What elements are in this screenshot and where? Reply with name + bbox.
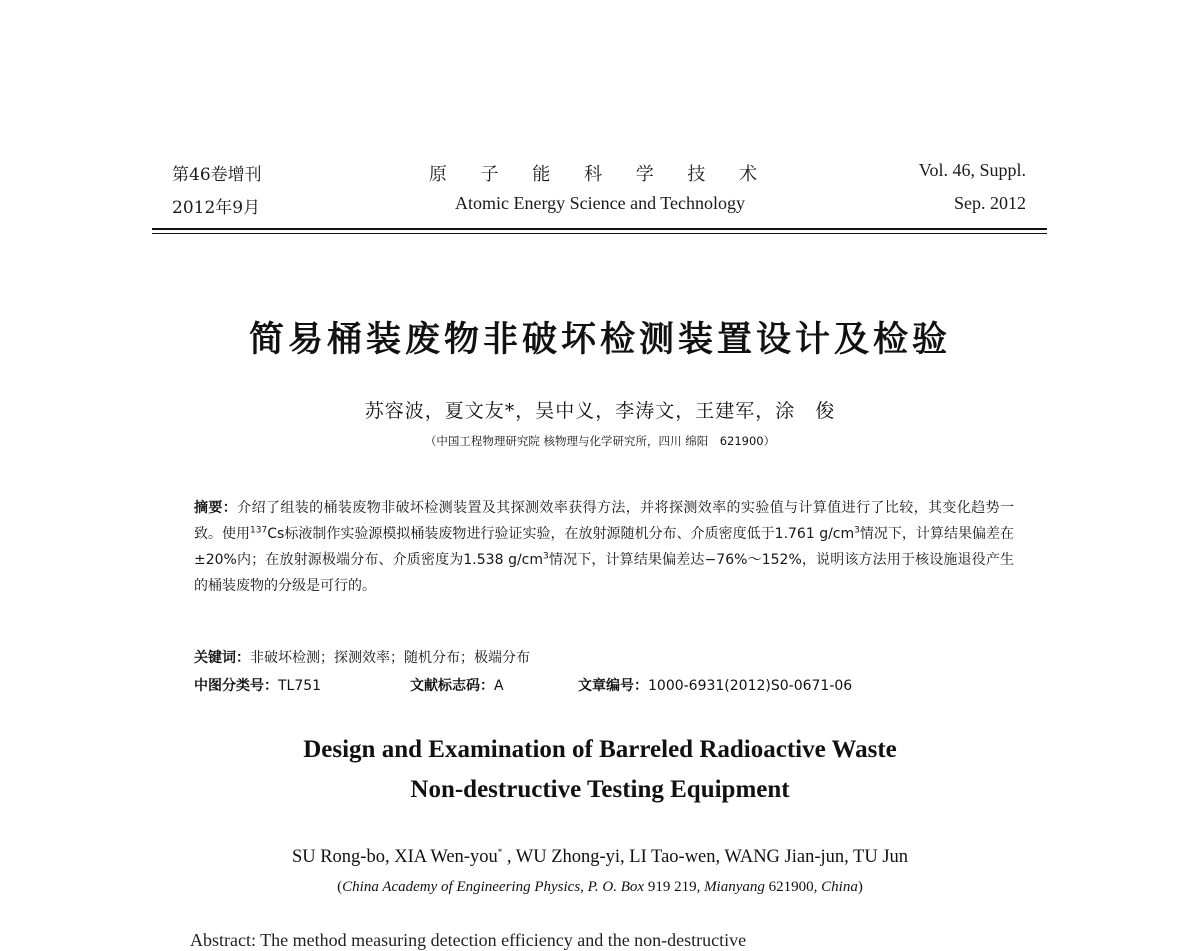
keywords-label: 关键词： bbox=[194, 650, 250, 666]
affil-box: P. O. Box bbox=[587, 879, 645, 895]
clc-code bbox=[194, 675, 321, 695]
abstract-text-4: 情况下，计算结果偏差达−76%～152%，说明该方法用于核设施退役产生的桶装废物的分级是可行的。 bbox=[194, 552, 1014, 594]
affil-box-number: 919 219, bbox=[644, 879, 705, 895]
affil-sep: , bbox=[580, 879, 588, 895]
volume-en: Vol. 46, Suppl. bbox=[918, 160, 1026, 180]
abstract-text-1: 介绍了组装的桶装废物非破坏检测装置及其探测效率获得方法，并将探测效率的实验值与计算值进行了比较，其变化趋势一致。使用 bbox=[194, 500, 1015, 542]
authors-en-part2: , WU Zhong-yi, LI Tao-wen, WANG Jian-jun, TU Jun bbox=[502, 847, 909, 867]
authors-en-part1: SU Rong-bo, XIA Wen-you bbox=[291, 847, 498, 867]
doc-label: 文献标志码： bbox=[410, 678, 494, 694]
abstract-text-2: Cs标液制作实验源模拟桶装废物进行验证实验，在放射源随机分布、介质密度低于1.761 g/cm bbox=[267, 526, 855, 542]
abstract-text-3: 情况下，计算结果偏差在±20%内；在放射源极端分布、介质密度为1.538 g/cm bbox=[194, 526, 1015, 568]
affil-open: ( bbox=[337, 879, 343, 895]
header-rule-thick bbox=[152, 228, 1047, 230]
journal-title-en: Atomic Energy Science and Technology bbox=[455, 193, 745, 213]
affiliation-cn: （中国工程物理研究院 核物理与化学研究所，四川 绵阳 621900） bbox=[424, 434, 776, 448]
affil-city: Mianyang bbox=[704, 879, 765, 895]
affil-org: China Academy of Engineering Physics bbox=[342, 879, 581, 895]
article-number bbox=[578, 675, 852, 695]
isotope-superscript: 137 bbox=[250, 525, 268, 536]
clc-label: 中图分类号： bbox=[194, 678, 278, 694]
affil-country: China bbox=[821, 879, 858, 895]
authors-cn: 苏容波，夏文友*，吴中义，李涛文，王建军，涂 俊 bbox=[364, 400, 836, 422]
date-cn: 2012年9月 bbox=[172, 198, 261, 218]
article-value: 1000-6931(2012)S0-0671-06 bbox=[648, 678, 853, 694]
volume-cn: 第46卷增刊 bbox=[172, 165, 262, 185]
paper-title-en-line2: Non-destructive Testing Equipment bbox=[410, 776, 790, 803]
affil-close: ) bbox=[857, 879, 863, 895]
cube-superscript-1: 3 bbox=[854, 525, 860, 536]
cube-superscript-2: 3 bbox=[543, 551, 549, 562]
paper-title-en-line1: Design and Examination of Barreled Radioactive Waste bbox=[303, 736, 897, 763]
doc-value: A bbox=[494, 678, 504, 694]
header-rule-thin bbox=[152, 233, 1047, 234]
affil-postcode: 621900, bbox=[764, 879, 822, 895]
abstract-cn bbox=[194, 495, 1014, 599]
paper-title-cn: 简易桶装废物非破坏检测装置设计及检验 bbox=[248, 320, 951, 360]
authors-en bbox=[0, 847, 1200, 868]
abstract-label: 摘要： bbox=[194, 500, 238, 516]
journal-title-cn: 原 子 能 科 学 技 术 bbox=[428, 164, 772, 185]
clc-value: TL751 bbox=[278, 678, 322, 694]
date-en: Sep. 2012 bbox=[954, 193, 1026, 213]
affiliation-en bbox=[0, 879, 1200, 896]
corresponding-mark: * bbox=[497, 846, 503, 857]
keywords-text: 非破坏检测；探测效率；随机分布；极端分布 bbox=[250, 650, 530, 666]
document-code bbox=[410, 675, 504, 695]
keywords-line bbox=[194, 647, 530, 667]
article-label: 文章编号： bbox=[578, 678, 648, 694]
abstract-en-cutoff: Abstract: The method measuring detection efficiency and the non-destructive bbox=[190, 930, 747, 950]
